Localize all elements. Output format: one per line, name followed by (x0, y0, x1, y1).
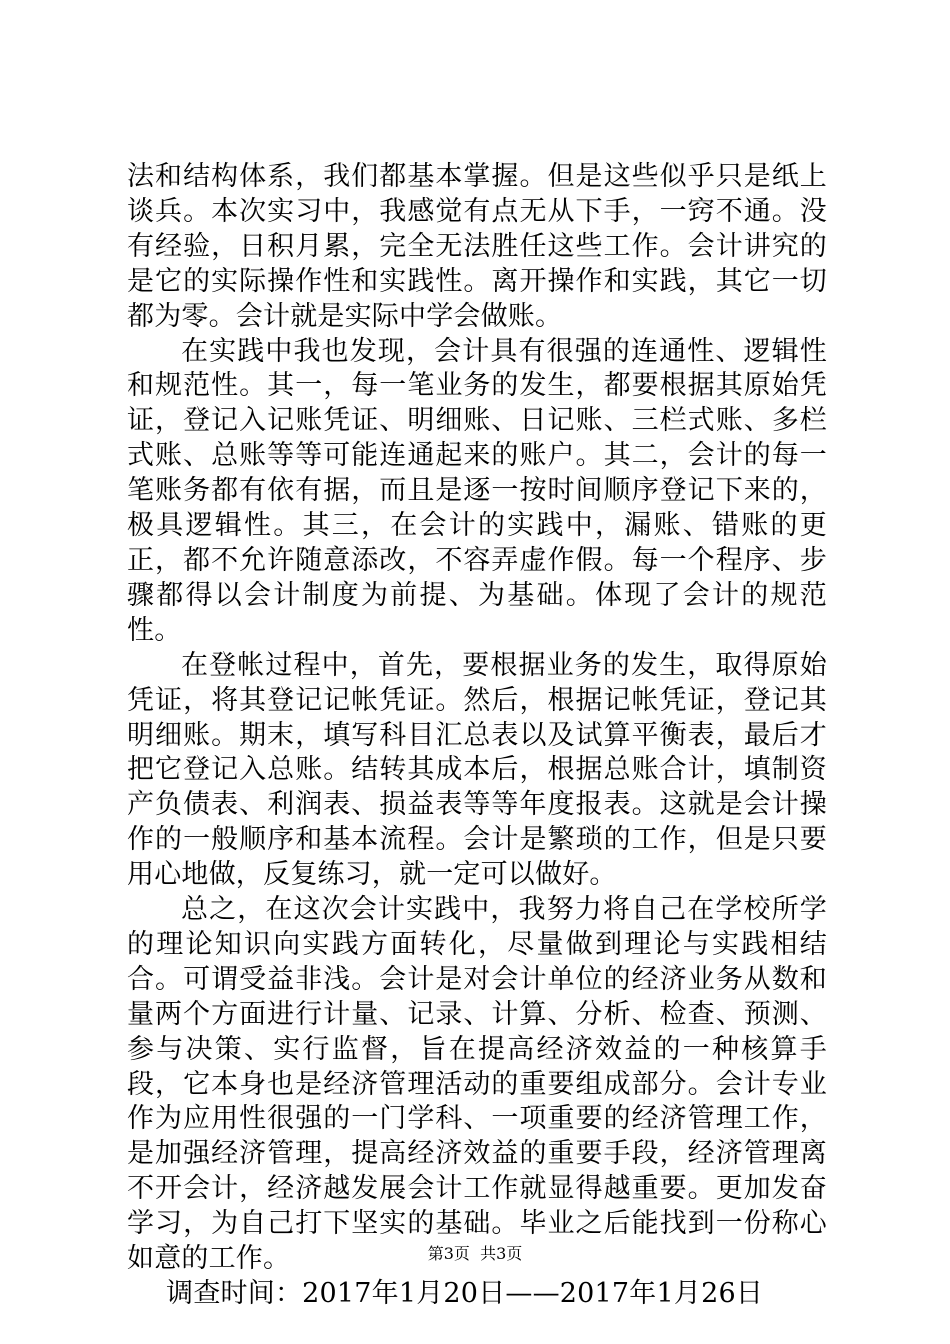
paragraph-2: 在实践中我也发现，会计具有很强的连通性、逻辑性和规范性。其一，每一笔业务的发生，都要根据其原始凭证，登记入记账凭证、明细账、日记账、三栏式账、多栏式账、总账等等可能连通起来的账户。其二，会计的每一笔账务都有依有据，而且是逐一按时间顺序登记下来的，极具逻辑性。其三，在会计的实践中，漏账、错账的更正，都不允许随意添改，不容弄虚作假。每一个程序、步骤都得以会计制度为前提、为基础。体现了会计的规范性。 (127, 335, 827, 646)
page-number: 第3页 共3页 (427, 1244, 523, 1263)
page-footer (0, 1244, 950, 1264)
survey-time: 调查时间：2017年1月20日——2017年1月26日 (166, 1278, 764, 1309)
paragraph-1: 法和结构体系，我们都基本掌握。但是这些似乎只是纸上谈兵。本次实习中，我感觉有点无从下手，一窍不通。没有经验，日积月累，完全无法胜任这些工作。会计讲究的是它的实际操作性和实践性。离开操作和实践，其它一切都为零。会计就是实际中学会做账。 (127, 161, 827, 332)
paragraph-3: 在登帐过程中，首先，要根据业务的发生，取得原始凭证，将其登记记帐凭证。然后，根据记帐凭证，登记其明细账。期末，填写科目汇总表以及试算平衡表，最后才把它登记入总账。结转其成本后，根据总账合计，填制资产负债表、利润表、损益表等等年度报表。这就是会计操作的一般顺序和基本流程。会计是繁琐的工作，但是只要用心地做，反复练习，就一定可以做好。 (127, 649, 827, 891)
document-body (127, 160, 827, 1312)
paragraph-4: 总之，在这次会计实践中，我努力将自己在学校所学的理论知识向实践方面转化，尽量做到理论与实践相结合。可谓受益非浅。会计是对会计单位的经济业务从数和量两个方面进行计量、记录、计算、分析、检查、预测、参与决策、实行监督，旨在提高经济效益的一种核算手段，它本身也是经济管理活动的重要组成部分。会计专业作为应用性很强的一门学科、一项重要的经济管理工作，是加强经济管理，提高经济效益的重要手段，经济管理离不开会计，经济越发展会计工作就显得越重要。更加发奋学习，为自己打下坚实的基础。毕业之后能找到一份称心如意的工作。 (127, 894, 827, 1275)
